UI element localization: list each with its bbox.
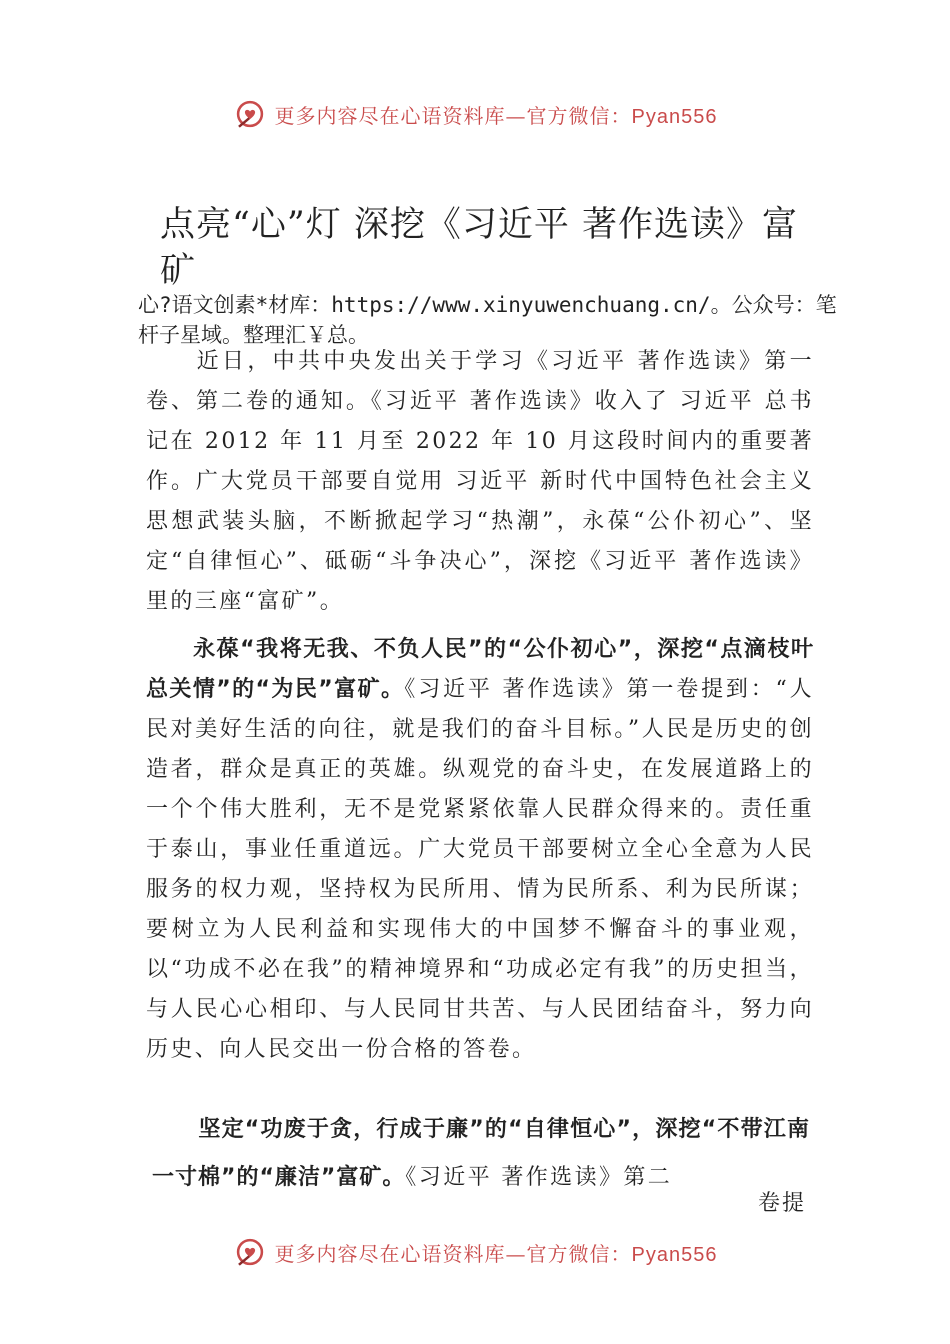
paragraph-heading: 坚定“功废于贪，行成于廉”的“自律恒心”，深挖“不带江南一寸棉”的“廉洁”富矿。 bbox=[152, 1117, 810, 1190]
banner-text: 更多内容尽在心语资料库—官方微信：Pyan556 bbox=[274, 1241, 718, 1266]
paragraph-body: 《习近平 著作选读》第一卷提到：“人民对美好生活的向往，就是我们的奋斗目标。”人民是历史的创造者，群众是真正的英雄。纵观党的奋斗史，在发展道路上的一个个伟大胜利，无不是党紧紧依靠人民群众得来的。责任重于泰山，事业任重道远。广大党员干部要树立全心全意为人民服务的权力观，坚持权为民所用、情为民所系、利为民所谋；要树立为人民利益和实现伟大的中国梦不懈奋斗的事业观，以“功成不必在我”的精神境界和“功成必定有我”的历史担当，与人民心心相印、与人民同甘共苦、与人民团结奋斗，努力向历史、向人民交出一份合格的答卷。 bbox=[146, 677, 814, 1062]
paragraph-integrity bbox=[152, 1106, 810, 1202]
pen-heart-logo bbox=[233, 1235, 267, 1269]
paragraph-heading: 永葆“我将无我、不负人民”的“公仆初心”，深挖“点滴枝叶总关情”的“为民”富矿。 bbox=[146, 637, 814, 702]
source-line: 心?语文创素*材库：https://www.xinyuwenchuang.cn/。公众号：笔杆子星域。整理汇￥总。 bbox=[138, 293, 837, 347]
paragraph-continuation: 卷提 bbox=[758, 1191, 807, 1216]
pen-heart-logo bbox=[233, 97, 267, 131]
paragraph-intro: 近日，中共中央发出关于学习《习近平 著作选读》第一卷、第二卷的通知。《习近平 著作选读》收入了 习近平 总书记在 2012 年 11 月至 2022 年 10 月这段时间内的重要著作。广大党员干部要自觉用 习近平 新时代中国特色社会主义思想武装头脑，不断掀起学习“热潮”，永葆“公仆初心”、坚定“自律恒心”、砥砺“斗争决心”，深挖《习近平 著作选读》里的三座“富矿”。 bbox=[146, 349, 814, 614]
header-banner bbox=[0, 94, 950, 134]
paragraph-body: 《习近平 著作选读》第二 bbox=[405, 1165, 673, 1190]
paragraph-people bbox=[146, 630, 814, 1070]
footer-banner bbox=[0, 1232, 950, 1272]
banner-text: 更多内容尽在心语资料库—官方微信：Pyan556 bbox=[274, 103, 718, 128]
article-title: 点亮“心”灯 深挖《习近平 著作选读》富矿 bbox=[160, 205, 799, 291]
